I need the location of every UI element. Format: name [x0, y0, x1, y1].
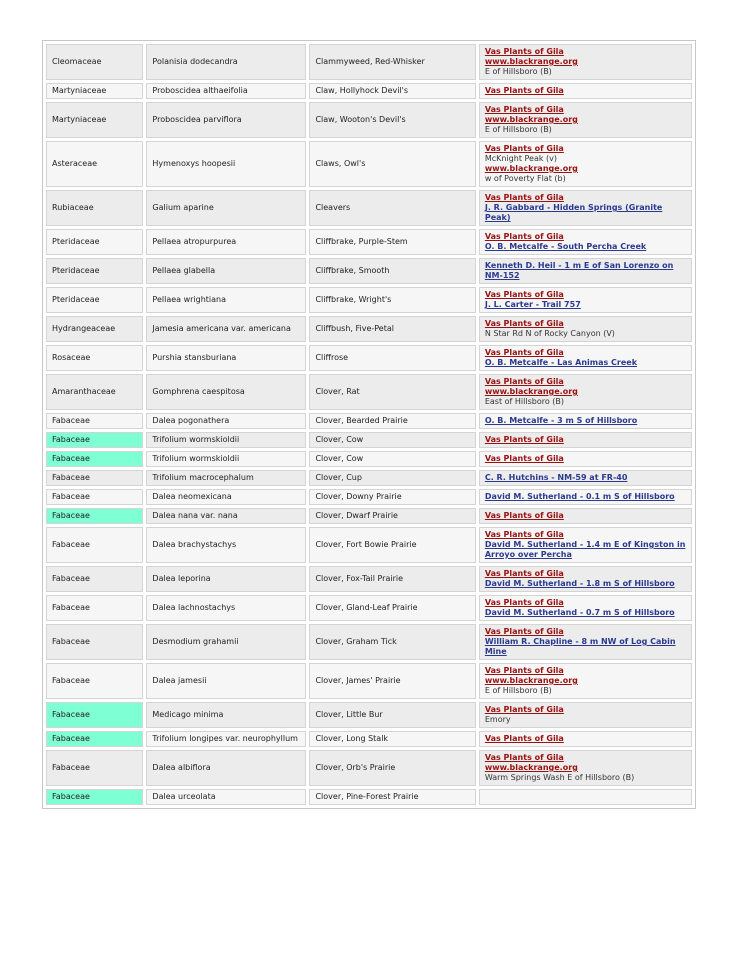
table-row [46, 102, 692, 138]
family-cell: Fabaceae [46, 451, 143, 467]
blackrange-site-link[interactable]: www.blackrange.org [484, 387, 578, 396]
references-cell [479, 470, 692, 486]
common-name-cell: Clover, Bearded Prairie [309, 413, 475, 429]
common-name-cell: Cliffbush, Five-Petal [309, 316, 475, 342]
references-cell [479, 258, 692, 284]
table-row [46, 44, 692, 80]
common-name-cell: Clover, Dwarf Prairie [309, 508, 475, 524]
table-row [46, 190, 692, 226]
references-cell [479, 663, 692, 699]
location-note: E of Hillsboro (B) [484, 67, 552, 76]
table-row [46, 83, 692, 99]
blackrange-site-link[interactable]: www.blackrange.org [484, 763, 578, 772]
scientific-name-cell: Purshia stansburiana [146, 345, 306, 371]
common-name-cell: Clover, Cow [309, 432, 475, 448]
location-note: E of Hillsboro (B) [484, 125, 552, 134]
gila-plants-link[interactable]: Vas Plants of Gila [484, 290, 564, 299]
collector-record-link[interactable]: J. R. Gabbard - Hidden Springs (Granite Peak) [484, 203, 663, 222]
table-row [46, 663, 692, 699]
family-cell: Fabaceae [46, 508, 143, 524]
common-name-cell: Cliffbrake, Smooth [309, 258, 475, 284]
gila-plants-link[interactable]: Vas Plants of Gila [484, 377, 564, 386]
references-cell [479, 451, 692, 467]
scientific-name-cell: Dalea albiflora [146, 750, 306, 786]
table-row [46, 258, 692, 284]
table-row [46, 731, 692, 747]
references-cell [479, 432, 692, 448]
common-name-cell: Clover, Cow [309, 451, 475, 467]
scientific-name-cell: Dalea lachnostachys [146, 595, 306, 621]
references-cell [479, 489, 692, 505]
location-note: Emory [484, 715, 511, 724]
collector-record-link[interactable]: O. B. Metcalfe - Las Animas Creek [484, 358, 638, 367]
family-cell: Pteridaceae [46, 287, 143, 313]
location-note: East of Hillsboro (B) [484, 397, 565, 406]
common-name-cell: Clover, Long Stalk [309, 731, 475, 747]
collector-record-link[interactable]: David M. Sutherland - 0.1 m S of Hillsboro [484, 492, 675, 501]
common-name-cell: Clover, Fort Bowie Prairie [309, 527, 475, 563]
common-name-cell: Clammyweed, Red-Whisker [309, 44, 475, 80]
common-name-cell: Cliffrose [309, 345, 475, 371]
table-row [46, 624, 692, 660]
family-cell: Fabaceae [46, 527, 143, 563]
location-note: McKnight Peak (v) [484, 154, 558, 163]
references-cell [479, 566, 692, 592]
gila-plants-link[interactable]: Vas Plants of Gila [484, 705, 564, 714]
location-note: E of Hillsboro (B) [484, 686, 552, 695]
table-row [46, 702, 692, 728]
family-cell: Fabaceae [46, 489, 143, 505]
scientific-name-cell: Hymenoxys hoopesii [146, 141, 306, 187]
table-row [46, 141, 692, 187]
common-name-cell: Cleavers [309, 190, 475, 226]
family-cell: Fabaceae [46, 413, 143, 429]
references-cell [479, 374, 692, 410]
references-cell [479, 190, 692, 226]
references-cell [479, 413, 692, 429]
table-row [46, 229, 692, 255]
collector-record-link[interactable]: David M. Sutherland - 1.8 m S of Hillsboro [484, 579, 675, 588]
collector-record-link[interactable]: David M. Sutherland - 0.7 m S of Hillsboro [484, 608, 675, 617]
table-row [46, 316, 692, 342]
collector-record-link[interactable]: O. B. Metcalfe - 3 m S of Hillsboro [484, 416, 638, 425]
family-cell: Martyniaceae [46, 102, 143, 138]
family-cell: Martyniaceae [46, 83, 143, 99]
location-note: N Star Rd N of Rocky Canyon (V) [484, 329, 615, 338]
gila-plants-link[interactable]: Vas Plants of Gila [484, 435, 564, 444]
family-cell: Fabaceae [46, 624, 143, 660]
table-row [46, 451, 692, 467]
table-row [46, 789, 692, 805]
family-cell: Fabaceae [46, 595, 143, 621]
references-cell [479, 287, 692, 313]
gila-plants-link[interactable]: Vas Plants of Gila [484, 511, 564, 520]
gila-plants-link[interactable]: Vas Plants of Gila [484, 530, 564, 539]
family-cell: Fabaceae [46, 702, 143, 728]
gila-plants-link[interactable]: Vas Plants of Gila [484, 666, 564, 675]
gila-plants-link[interactable]: Vas Plants of Gila [484, 454, 564, 463]
gila-plants-link[interactable]: Vas Plants of Gila [484, 569, 564, 578]
table-row [46, 750, 692, 786]
scientific-name-cell: Trifolium wormskioldii [146, 451, 306, 467]
scientific-name-cell: Dalea urceolata [146, 789, 306, 805]
scientific-name-cell: Dalea nana var. nana [146, 508, 306, 524]
family-cell: Pteridaceae [46, 229, 143, 255]
references-cell [479, 702, 692, 728]
common-name-cell: Clover, Pine-Forest Prairie [309, 789, 475, 805]
scientific-name-cell: Jamesia americana var. americana [146, 316, 306, 342]
common-name-cell: Clover, Little Bur [309, 702, 475, 728]
references-cell [479, 102, 692, 138]
family-cell: Hydrangeaceae [46, 316, 143, 342]
gila-plants-link[interactable]: Vas Plants of Gila [484, 86, 564, 95]
scientific-name-cell: Dalea neomexicana [146, 489, 306, 505]
table-row [46, 432, 692, 448]
collector-record-link[interactable]: William R. Chapline - 8 m NW of Log Cabin Mine [484, 637, 676, 656]
scientific-name-cell: Gomphrena caespitosa [146, 374, 306, 410]
scientific-name-cell: Dalea pogonathera [146, 413, 306, 429]
blackrange-site-link[interactable]: www.blackrange.org [484, 115, 578, 124]
table-row [46, 470, 692, 486]
blackrange-site-link[interactable]: www.blackrange.org [484, 676, 578, 685]
table-row [46, 508, 692, 524]
scientific-name-cell: Dalea brachystachys [146, 527, 306, 563]
family-cell: Amaranthaceae [46, 374, 143, 410]
gila-plants-link[interactable]: Vas Plants of Gila [484, 734, 564, 743]
family-cell: Fabaceae [46, 789, 143, 805]
common-name-cell: Cliffbrake, Wright's [309, 287, 475, 313]
table-row [46, 374, 692, 410]
references-cell [479, 345, 692, 371]
table-row [46, 527, 692, 563]
gila-plants-link[interactable]: Vas Plants of Gila [484, 193, 564, 202]
common-name-cell: Clover, Gland-Leaf Prairie [309, 595, 475, 621]
table-row [46, 345, 692, 371]
scientific-name-cell: Desmodium grahamii [146, 624, 306, 660]
family-cell: Fabaceae [46, 663, 143, 699]
family-cell: Cleomaceae [46, 44, 143, 80]
gila-plants-link[interactable]: Vas Plants of Gila [484, 232, 564, 241]
family-cell: Fabaceae [46, 470, 143, 486]
gila-plants-link[interactable]: Vas Plants of Gila [484, 598, 564, 607]
collector-record-link[interactable]: Kenneth D. Heil - 1 m E of San Lorenzo on NM-152 [484, 261, 674, 280]
family-cell: Pteridaceae [46, 258, 143, 284]
references-cell [479, 508, 692, 524]
common-name-cell: Clover, Fox-Tail Prairie [309, 566, 475, 592]
collector-record-link[interactable]: J. L. Carter - Trail 757 [484, 300, 581, 309]
scientific-name-cell: Proboscidea althaeifolia [146, 83, 306, 99]
family-cell: Rosaceae [46, 345, 143, 371]
scientific-name-cell: Pellaea wrightiana [146, 287, 306, 313]
gila-plants-link[interactable]: Vas Plants of Gila [484, 627, 564, 636]
scientific-name-cell: Medicago minima [146, 702, 306, 728]
scientific-name-cell: Dalea leporina [146, 566, 306, 592]
scientific-name-cell: Trifolium wormskioldii [146, 432, 306, 448]
table-row [46, 595, 692, 621]
scientific-name-cell: Polanisia dodecandra [146, 44, 306, 80]
references-cell [479, 624, 692, 660]
location-note: w of Poverty Flat (b) [484, 174, 566, 183]
common-name-cell: Clover, Rat [309, 374, 475, 410]
family-cell: Fabaceae [46, 566, 143, 592]
gila-plants-link[interactable]: Vas Plants of Gila [484, 753, 564, 762]
common-name-cell: Claw, Hollyhock Devil's [309, 83, 475, 99]
collector-record-link[interactable]: David M. Sutherland - 1.4 m E of Kingston in Arroyo over Percha [484, 540, 686, 559]
common-name-cell: Clover, James' Prairie [309, 663, 475, 699]
common-name-cell: Claw, Wooton's Devil's [309, 102, 475, 138]
scientific-name-cell: Dalea jamesii [146, 663, 306, 699]
table-row [46, 413, 692, 429]
scientific-name-cell: Pellaea atropurpurea [146, 229, 306, 255]
plant-table-body [46, 44, 692, 805]
family-cell: Rubiaceae [46, 190, 143, 226]
references-cell [479, 789, 692, 805]
common-name-cell: Clover, Graham Tick [309, 624, 475, 660]
family-cell: Fabaceae [46, 750, 143, 786]
common-name-cell: Clover, Cup [309, 470, 475, 486]
scientific-name-cell: Galium aparine [146, 190, 306, 226]
common-name-cell: Clover, Downy Prairie [309, 489, 475, 505]
common-name-cell: Clover, Orb's Prairie [309, 750, 475, 786]
table-row [46, 287, 692, 313]
references-cell [479, 229, 692, 255]
collector-record-link[interactable]: O. B. Metcalfe - South Percha Creek [484, 242, 647, 251]
gila-plants-link[interactable]: Vas Plants of Gila [484, 348, 564, 357]
family-cell: Fabaceae [46, 432, 143, 448]
gila-plants-link[interactable]: Vas Plants of Gila [484, 319, 564, 328]
scientific-name-cell: Trifolium longipes var. neurophyllum [146, 731, 306, 747]
family-cell: Fabaceae [46, 731, 143, 747]
references-cell [479, 750, 692, 786]
references-cell [479, 316, 692, 342]
family-cell: Asteraceae [46, 141, 143, 187]
references-cell [479, 83, 692, 99]
gila-plants-link[interactable]: Vas Plants of Gila [484, 47, 564, 56]
blackrange-site-link[interactable]: www.blackrange.org [484, 57, 578, 66]
references-cell [479, 527, 692, 563]
references-cell [479, 731, 692, 747]
collector-record-link[interactable]: C. R. Hutchins - NM-59 at FR-40 [484, 473, 628, 482]
common-name-cell: Claws, Owl's [309, 141, 475, 187]
blackrange-site-link[interactable]: www.blackrange.org [484, 164, 578, 173]
references-cell [479, 595, 692, 621]
table-row [46, 566, 692, 592]
references-cell [479, 44, 692, 80]
scientific-name-cell: Pellaea glabella [146, 258, 306, 284]
table-row [46, 489, 692, 505]
plant-table [42, 40, 696, 809]
common-name-cell: Cliffbrake, Purple-Stem [309, 229, 475, 255]
scientific-name-cell: Trifolium macrocephalum [146, 470, 306, 486]
scientific-name-cell: Proboscidea parviflora [146, 102, 306, 138]
location-note: Warm Springs Wash E of Hillsboro (B) [484, 773, 635, 782]
gila-plants-link[interactable]: Vas Plants of Gila [484, 144, 564, 153]
gila-plants-link[interactable]: Vas Plants of Gila [484, 105, 564, 114]
references-cell [479, 141, 692, 187]
